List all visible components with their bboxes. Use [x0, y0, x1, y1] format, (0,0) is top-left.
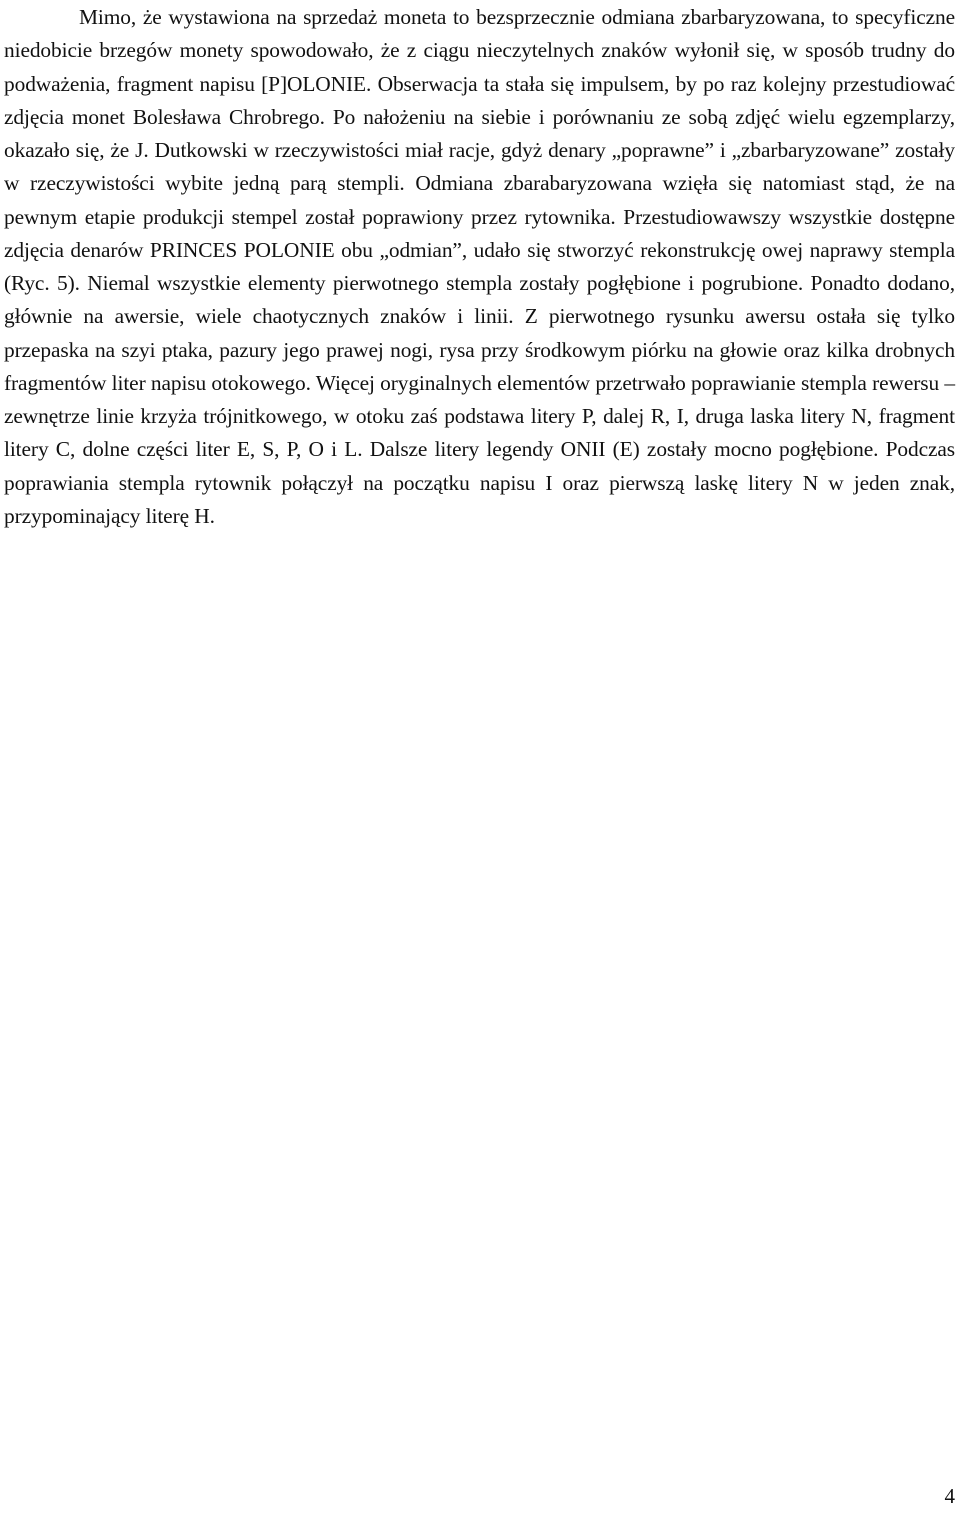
page-number: 4 [944, 1484, 955, 1508]
body-paragraph: Mimo, że wystawiona na sprzedaż moneta to bezsprzecznie odmiana zbarbaryzowana, to specyficzne niedobicie brzegów monety spowodowało, że z ciągu nieczytelnych znaków wyłonił się, w sposób trudny do podważenia, fragment napisu [P]OLONIE. Obserwacja ta stała się impulsem, by po raz kolejny przestudiować zdjęcia monet Bolesława Chrobrego. Po nałożeniu na siebie i porównaniu ze sobą zdjęć wielu egzemplarzy, okazało się, że J. Dutkowski w rzeczywistości miał racje, gdyż denary „poprawne” i „zbarbaryzowane” zostały w rzeczywistości wybite jedną parą stempli. Odmiana zbarabaryzowana wzięła się natomiast stąd, że na pewnym etapie produkcji stempel został poprawiony przez rytownika. Przestudiowawszy wszystkie dostępne zdjęcia denarów PRINCES POLONIE obu „odmian”, udało się stworzyć rekonstrukcję owej naprawy stempla (Ryc. 5). Niemal wszystkie elementy pierwotnego stempla zostały pogłębione i pogrubione. Ponadto dodano, głównie na awersie, wiele chaotycznych znaków i linii. Z pierwotnego rysunku awersu ostała się tylko przepaska na szyi ptaka, pazury jego prawej nogi, rysa przy środkowym piórku na głowie oraz kilka drobnych fragmentów liter napisu otokowego. Więcej oryginalnych elementów przetrwało poprawianie stempla rewersu – zewnętrze linie krzyża trójnitkowego, w otoku zaś podstawa litery P, dalej R, I, druga laska litery N, fragment litery C, dolne części liter E, S, P, O i L. Dalsze litery legendy ONII (E) zostały mocno pogłębione. Podczas poprawiania stempla rytownik połączył na początku napisu I oraz pierwszą laskę litery N w jeden znak, przypominający literę H. [4, 5, 955, 528]
